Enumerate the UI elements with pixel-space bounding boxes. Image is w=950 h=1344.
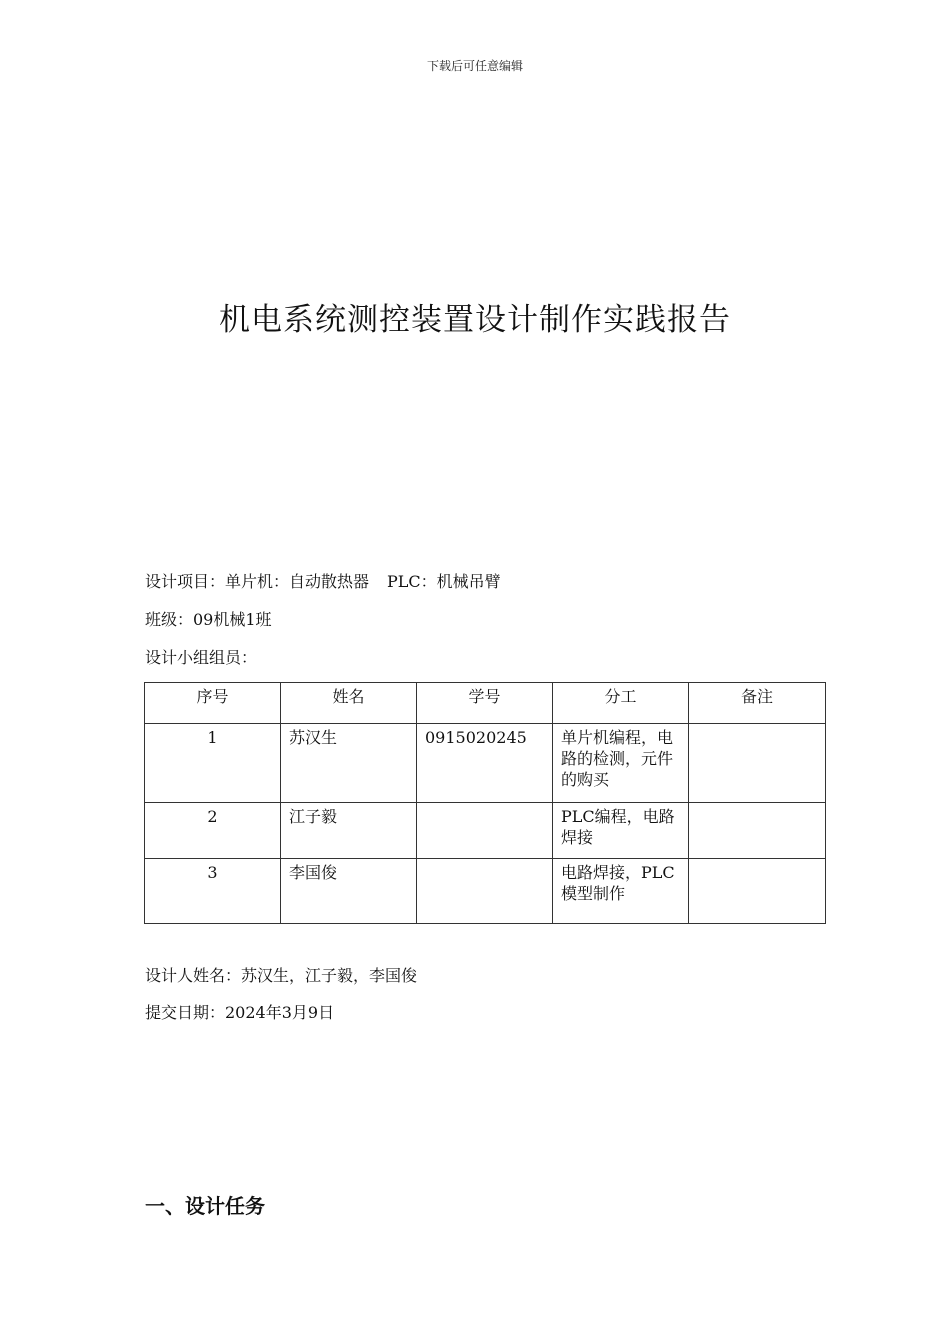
project-part-1: 单片机：自动散热器 [225,572,370,591]
col-header-name: 姓名 [281,683,417,724]
col-header-no: 序号 [145,683,281,724]
header-note: 下载后可任意编辑 [426,59,523,73]
cell-id [417,859,553,924]
project-label: 设计项目： [145,572,226,591]
project-line [145,572,501,592]
section-heading: 一、设计任务 [145,1194,265,1218]
cell-id: 0915020245 [417,724,553,803]
cell-name: 李国俊 [281,859,417,924]
cell-task: 电路焊接，PLC模型制作 [553,859,689,924]
table-row [145,724,826,803]
cell-id [417,803,553,859]
designers-line: 设计人姓名：苏汉生，江子毅，李国俊 [145,966,418,985]
table-row [145,859,826,924]
col-header-task: 分工 [553,683,689,724]
class-line: 班级：09机械1班 [145,610,272,629]
cell-no: 3 [145,859,281,924]
date-line: 提交日期：2024年3月9日 [145,1003,335,1022]
cell-name: 江子毅 [281,803,417,859]
cell-no: 1 [145,724,281,803]
members-table [144,682,826,924]
group-label: 设计小组组员： [145,648,258,667]
table-row [145,803,826,859]
col-header-id: 学号 [417,683,553,724]
cell-task: PLC编程，电路焊接 [553,803,689,859]
cell-note [689,859,826,924]
col-header-note: 备注 [689,683,826,724]
cell-note [689,803,826,859]
cell-task: 单片机编程，电路的检测，元件的购买 [553,724,689,803]
project-part-2: PLC：机械吊臂 [387,572,501,591]
cell-note [689,724,826,803]
cell-name: 苏汉生 [281,724,417,803]
table-header-row [145,683,826,724]
cell-no: 2 [145,803,281,859]
document-title: 机电系统测控装置设计制作实践报告 [219,302,731,338]
